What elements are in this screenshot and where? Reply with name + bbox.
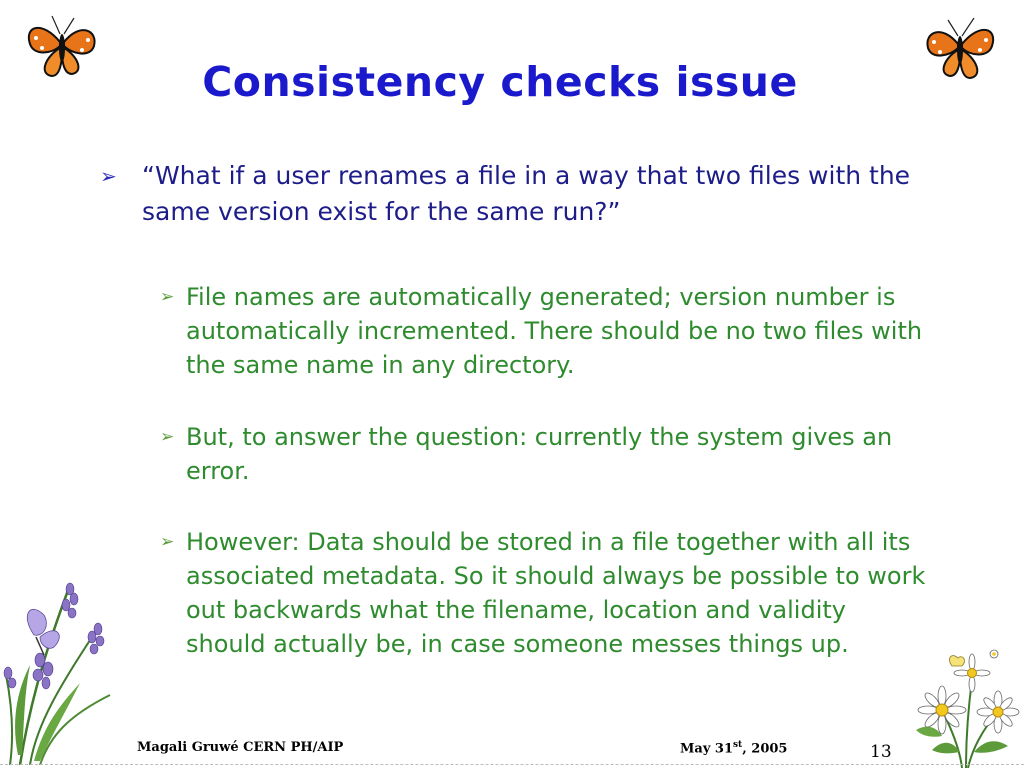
footer-author: Magali Gruwé CERN PH/AIP <box>137 740 344 755</box>
slide-title: Consistency checks issue <box>202 58 798 106</box>
lavender-flowers-icon <box>0 565 120 765</box>
sub-bullet <box>160 280 930 382</box>
main-bullet <box>100 158 940 230</box>
footer-date-year: , 2005 <box>742 741 788 757</box>
sub-bullet <box>160 420 930 488</box>
page-number: 13 <box>870 742 892 762</box>
main-bullet-text: “What if a user renames a file in a way that two files with the same version exist for the same run?” <box>142 161 911 226</box>
arrow-bullet-icon: ➢ <box>160 427 175 447</box>
sub-bullet-text: However: Data should be stored in a file together with all its associated metadata. So it should always be possible to work out backwards what the filename, location and validity should actually be, in case someone messes things up. <box>186 528 926 658</box>
daisy-flowers-icon <box>912 640 1024 768</box>
arrow-bullet-icon: ➢ <box>160 287 175 307</box>
sub-bullet <box>160 525 930 661</box>
footer-date-sup: st <box>732 740 743 750</box>
arrow-bullet-icon: ➢ <box>160 532 175 552</box>
footer-divider <box>0 764 1024 765</box>
sub-bullet-text: But, to answer the question: currently the system gives an error. <box>186 423 893 485</box>
arrow-bullet-icon: ➢ <box>100 164 117 188</box>
footer-date <box>680 740 787 756</box>
footer-date-main: May 31 <box>680 741 733 757</box>
sub-bullet-text: File names are automatically generated; version number is automatically incremented. There should be no two files with the same name in any directory. <box>186 283 923 379</box>
